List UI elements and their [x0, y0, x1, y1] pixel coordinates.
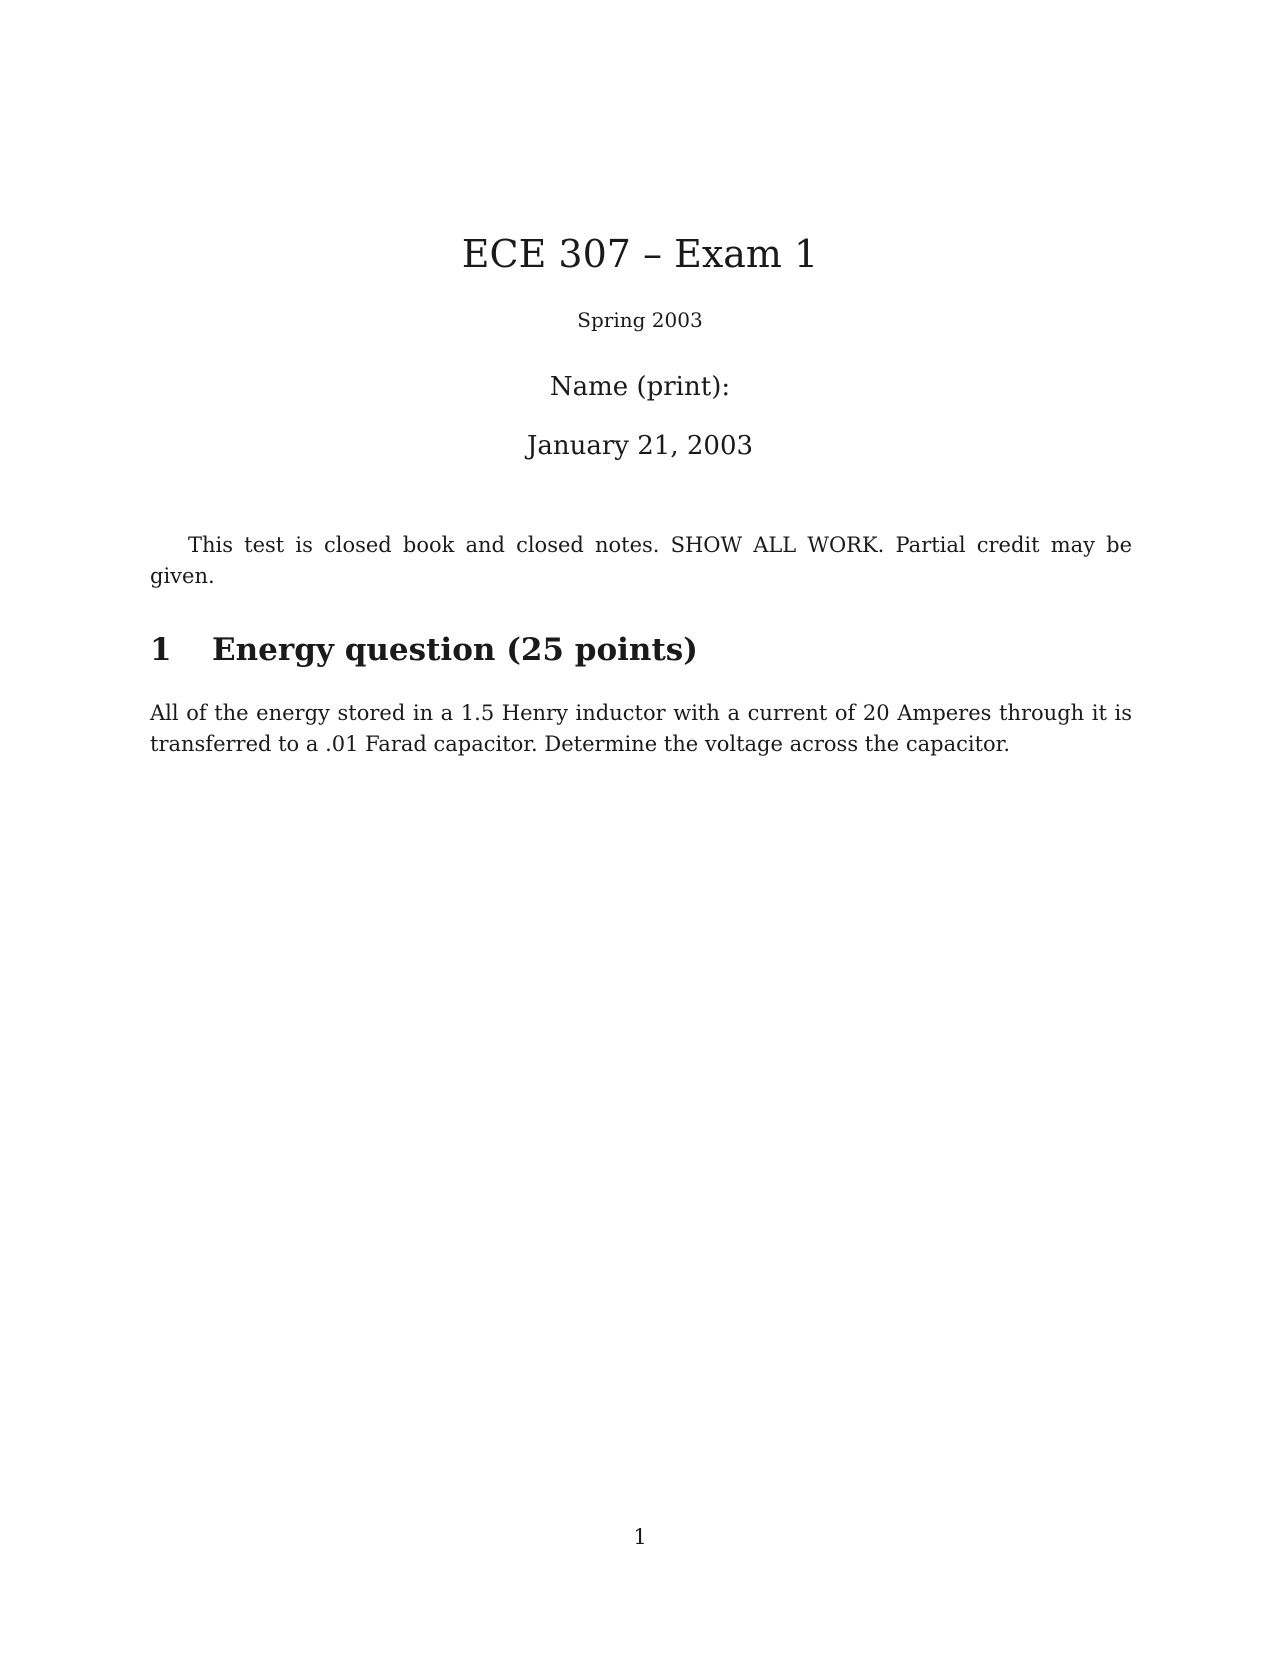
- section-title: Energy question (25 points): [212, 632, 698, 668]
- exam-term: Spring 2003: [577, 308, 703, 332]
- exam-date: January 21, 2003: [526, 431, 754, 461]
- name-label: Name (print):: [549, 372, 731, 402]
- exam-title: ECE 307 – Exam 1: [461, 232, 819, 276]
- instructions-paragraph: This test is closed book and closed notes. SHOW ALL WORK. Partial credit may be given.: [150, 533, 1132, 588]
- section-heading: [150, 632, 1132, 669]
- question-text: All of the energy stored in a 1.5 Henry inductor with a current of 20 Amperes through it is transferred to a .01 Farad capacitor. Determine the voltage across the capacitor.: [150, 701, 1132, 756]
- page-number: 1: [633, 1525, 647, 1549]
- section-number: 1: [150, 632, 172, 668]
